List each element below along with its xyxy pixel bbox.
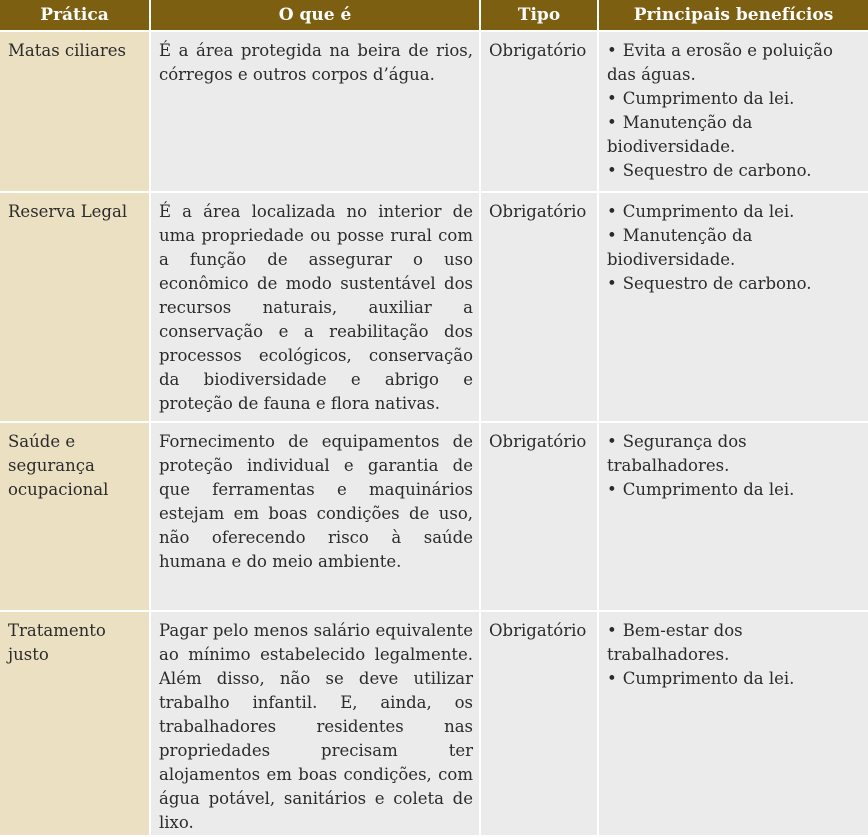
cell-tipo: Obrigatório [480, 192, 598, 422]
header-tipo: Tipo [480, 0, 598, 31]
benefit-item [607, 430, 862, 478]
benefit-item [607, 619, 862, 667]
cell-pratica: Saúde e segurança ocupacional [0, 422, 150, 611]
bullet-icon: • [607, 89, 617, 108]
cell-o-que-e: Pagar pelo menos salário equivalente ao mínimo estabelecido legalmente. Além disso, não se deve utilizar trabalho infantil. E, ainda, os trabalhadores residentes nas propriedades precisam ter alojamentos em boas condições, com água potável, sanitários e coleta de lixo. [150, 611, 480, 836]
benefit-item [607, 272, 862, 296]
benefit-item [607, 667, 862, 691]
cell-tipo: Obrigatório [480, 31, 598, 192]
cell-beneficios [598, 31, 868, 192]
bullet-icon: • [607, 113, 617, 132]
cell-o-que-e: É a área protegida na beira de rios, córregos e outros corpos d’água. [150, 31, 480, 192]
cell-tipo: Obrigatório [480, 611, 598, 836]
cell-beneficios [598, 192, 868, 422]
benefit-text: Bem-estar dos trabalhadores. [607, 621, 743, 664]
table-row [0, 611, 868, 836]
benefit-text: Cumprimento da lei. [622, 480, 795, 499]
header-row [0, 0, 868, 31]
bullet-icon: • [607, 41, 617, 60]
bullet-icon: • [607, 621, 617, 640]
benefit-item [607, 111, 862, 159]
table-row [0, 192, 868, 422]
benefit-item [607, 87, 862, 111]
header-pratica: Prática [0, 0, 150, 31]
cell-beneficios [598, 611, 868, 836]
cell-pratica: Reserva Legal [0, 192, 150, 422]
bullet-icon: • [607, 669, 617, 688]
benefit-item [607, 200, 862, 224]
cell-tipo: Obrigatório [480, 422, 598, 611]
table-row [0, 31, 868, 192]
benefit-text: Manutenção da biodiversidade. [607, 113, 753, 156]
cell-o-que-e: Fornecimento de equipamentos de proteção individual e garantia de que ferramentas e maquinários estejam em boas condições de uso, não oferecendo risco à saúde humana e do meio ambiente. [150, 422, 480, 611]
header-o-que-e: O que é [150, 0, 480, 31]
benefit-item [607, 224, 862, 272]
benefit-text: Evita a erosão e poluição das águas. [607, 41, 833, 84]
cell-pratica: Tratamento justo [0, 611, 150, 836]
cell-o-que-e: É a área localizada no interior de uma propriedade ou posse rural com a função de assegurar o uso econômico de modo sustentável dos recursos naturais, auxiliar a conservação e a reabilitação dos processos ecológicos, conservação da biodiversidade e abrigo e proteção de fauna e flora nativas. [150, 192, 480, 422]
bullet-icon: • [607, 432, 617, 451]
benefit-item [607, 159, 862, 183]
bullet-icon: • [607, 202, 617, 221]
benefit-item [607, 478, 862, 502]
bullet-icon: • [607, 161, 617, 180]
benefit-item [607, 39, 862, 87]
bullet-icon: • [607, 274, 617, 293]
benefit-text: Cumprimento da lei. [622, 89, 795, 108]
benefit-text: Manutenção da biodiversidade. [607, 226, 753, 269]
bullet-icon: • [607, 480, 617, 499]
table-row [0, 422, 868, 611]
benefit-text: Sequestro de carbono. [622, 161, 812, 180]
cell-beneficios [598, 422, 868, 611]
benefit-text: Cumprimento da lei. [622, 669, 795, 688]
benefit-text: Segurança dos trabalhadores. [607, 432, 747, 475]
benefit-text: Sequestro de carbono. [622, 274, 812, 293]
header-principais-beneficios: Principais benefícios [598, 0, 868, 31]
bullet-icon: • [607, 226, 617, 245]
cell-pratica: Matas ciliares [0, 31, 150, 192]
benefit-text: Cumprimento da lei. [622, 202, 795, 221]
